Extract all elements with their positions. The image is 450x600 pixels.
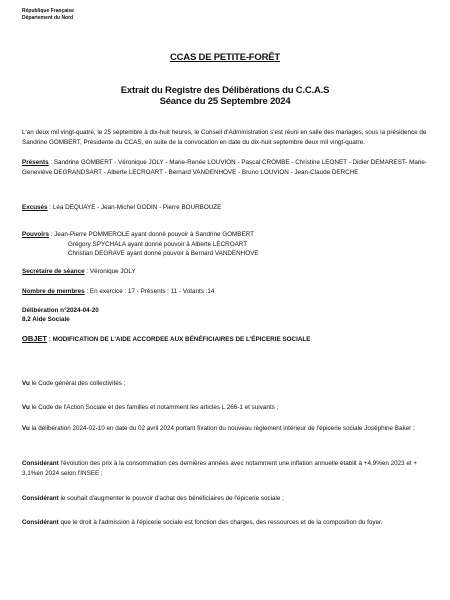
consideration-lead: Vu: [22, 380, 30, 387]
session-date: Séance du 25 Septembre 2024: [159, 96, 291, 107]
consideration-text: le Code général des collectivités ;: [29, 380, 126, 387]
secretaire-label: Secrétaire de séance: [22, 268, 85, 275]
excuses-label: Excusés: [22, 204, 48, 211]
secretaire-section: [22, 267, 428, 277]
excuses-list: : Léa DEQUAYE - Jean-Michel GODIN - Pierre BOURBOUZE: [47, 204, 222, 211]
consideration-item: [22, 424, 428, 434]
objet-text: : MODIFICATION DE L'AIDE ACCORDEE AUX BÉNÉFICIAIRES DE L'ÉPICERIE SOCIALE: [47, 336, 311, 343]
pouvoir-1: : Jean-Pierre POMMEROLE ayant donné pouvoir à Sandrine GOMBERT: [48, 231, 254, 238]
consideration-lead: Considérant: [22, 460, 59, 467]
consideration-text: l'évolution des prix à la consommation ces dernières années avec notamment une inflation annuelle établit à +4,9%en 2023 et + 3,1%en 2024 selon l'INSEE ;: [22, 460, 418, 477]
presents-list: : Sandrine GOMBERT - Véronique JOLY - Marie-Renée LOUVION - Pascal CROMBE - Christine LEONET - Didier DEMAREST- Marie-Geneviève DEGRANDSART - Alberte LECROART - Bernard VANDENHOVE - Bruno LOUVION - Jean-Claude DERCHE: [22, 159, 427, 176]
department-line: Département du Nord: [22, 15, 74, 21]
presents-label: Présents: [22, 159, 49, 166]
pouvoirs-label: Pouvoirs: [22, 231, 49, 238]
consideration-text: que le droit à l'admission à l'épicerie sociale est fonction des charges, des ressources et de la composition du foyer.: [58, 519, 383, 526]
extract-title: Extrait du Registre des Délibérations du C.C.A.S: [120, 85, 330, 96]
objet-label: OBJET: [22, 334, 48, 343]
consideration-lead: Considérant: [22, 495, 59, 502]
consideration-lead: Vu: [22, 425, 30, 432]
consideration-item: [22, 459, 428, 478]
excuses-section: [22, 203, 428, 213]
republic-header: [22, 8, 74, 22]
pouvoir-3: Christian DEGRAVE ayant donné pouvoir à Bernard VANDENHOVE: [68, 250, 259, 257]
objet-section: [22, 334, 428, 345]
membres-counts: : En exercice : 17 - Présents : 11 - Votants :14: [84, 288, 215, 295]
pouvoirs-section: [22, 230, 428, 259]
consideration-item: [22, 379, 428, 389]
consideration-lead: Considérant: [22, 519, 59, 526]
intro-paragraph: L'an deux mil vingt-quatre, le 25 septembre à dix-huit heures, le Conseil d'Administration s'est réuni en salle des mariages, sous la présidence de Sandrine GOMBERT, Présidente du CCAS, en suite de la convocation en date du dix-huit septembre deux mil vingt-quatre.: [22, 129, 427, 146]
consideration-text: la délibération 2024-02-10 en date du 02 avril 2024 portant fixation du nouveau règlement intérieur de l'épicerie sociale Joséphine Baker ;: [29, 425, 415, 432]
consideration-text: le Code de l'Action Sociale et des familles et notamment les articles L 266-1 et suivants ;: [29, 404, 279, 411]
document-title: CCAS DE PETITE-FORÊT: [169, 52, 280, 63]
deliberation-category: 8.2 Aide Sociale: [22, 316, 70, 323]
deliberation-number: Délibération n°2024-04-20: [22, 307, 99, 314]
consideration-text: le souhait d'augmenter le pouvoir d'achat des bénéficiaires de l'épicerie sociale ;: [58, 495, 284, 502]
pouvoir-2: Grégory SPYCHALA ayant donné pouvoir à Alberte LECROART: [68, 240, 248, 248]
membres-label: Nombre de membres: [22, 288, 85, 295]
membres-section: [22, 287, 428, 297]
consideration-lead: Vu: [22, 404, 30, 411]
consideration-item: [22, 518, 428, 528]
secretaire-name: : Véronique JOLY: [84, 268, 136, 275]
consideration-item: [22, 403, 428, 413]
republic-line: République Française: [22, 8, 74, 14]
consideration-item: [22, 494, 428, 504]
presents-section: [22, 158, 428, 177]
